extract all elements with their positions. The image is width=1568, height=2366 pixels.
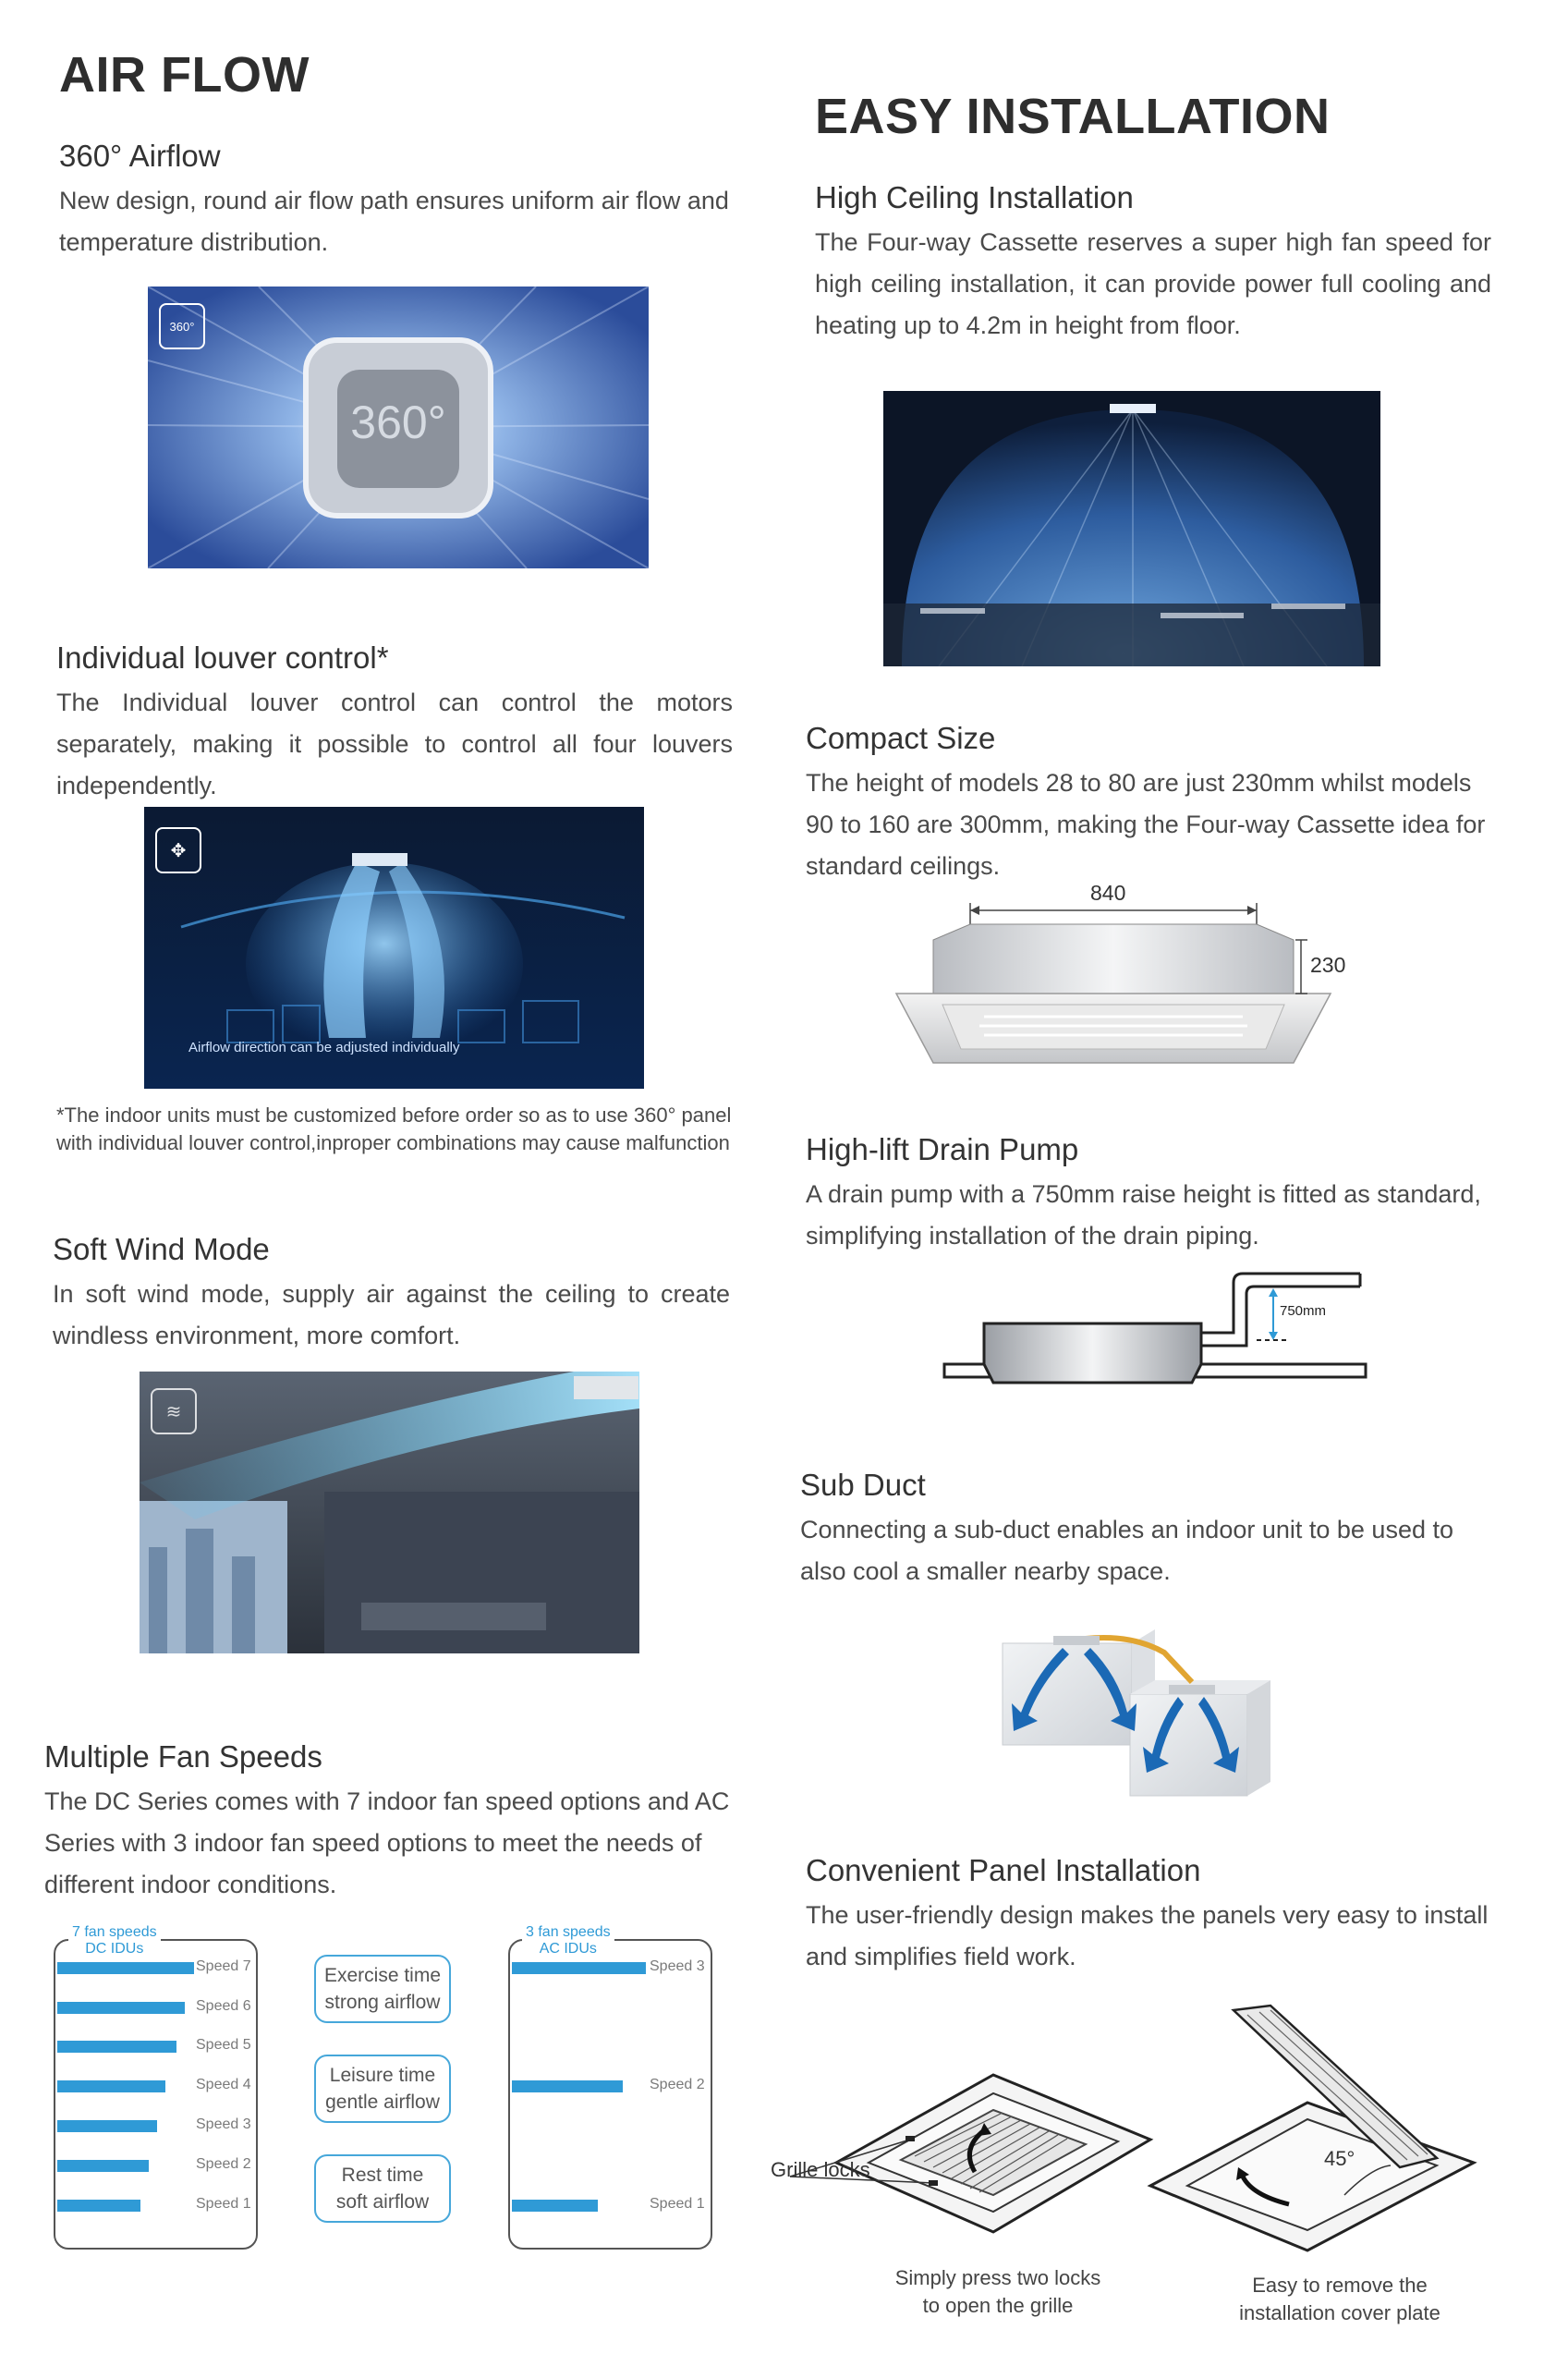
sub-duct-title: Sub Duct bbox=[800, 1468, 926, 1502]
compact-size-title: Compact Size bbox=[806, 721, 996, 755]
fan-mode-pill bbox=[314, 1955, 451, 2023]
louver-direction-icon: ✥ bbox=[155, 827, 201, 873]
louver-control-title: Individual louver control* bbox=[56, 640, 389, 675]
fan-mode-line1: Leisure time bbox=[329, 2065, 436, 2086]
fan-speeds-title: Multiple Fan Speeds bbox=[44, 1739, 322, 1774]
dc-speed-bar bbox=[57, 2160, 149, 2172]
airflow-360-text: New design, round air flow path ensures uniform air flow and temperature distribution. bbox=[59, 187, 729, 256]
360-icon: 360° bbox=[159, 303, 205, 349]
sub-duct-text: Connecting a sub-duct enables an indoor unit to be used to also cool a smaller nearby space. bbox=[800, 1516, 1453, 1585]
soft-wind-title: Soft Wind Mode bbox=[53, 1232, 270, 1266]
panel-installation-title: Convenient Panel Installation bbox=[806, 1853, 1201, 1887]
cover-caption-line1: Easy to remove the bbox=[1252, 2274, 1428, 2297]
ac-group-line2: AC IDUs bbox=[539, 1941, 597, 1957]
louver-image-caption: Airflow direction can be adjusted individually bbox=[188, 1040, 460, 1055]
louver-control-image bbox=[144, 807, 644, 1089]
grille-caption-line1: Simply press two locks bbox=[894, 2266, 1101, 2289]
sub-duct-diagram bbox=[993, 1625, 1289, 1800]
panel-installation-text: The user-friendly design makes the panels very easy to install and simplifies field work. bbox=[806, 1901, 1489, 1970]
compact-size-text: The height of models 28 to 80 are just 230mm whilst models 90 to 160 are 300mm, making the Four-way Cassette idea for standard ceilings. bbox=[806, 769, 1486, 880]
ac-speed-bar bbox=[512, 2080, 623, 2092]
soft-wind-icon: ≋ bbox=[151, 1388, 197, 1434]
ac-speed-bar bbox=[512, 1962, 646, 1974]
dc-speed-bar bbox=[57, 1962, 194, 1974]
ac-speed-label: Speed 2 bbox=[650, 2077, 705, 2092]
louver-footnote: *The indoor units must be customized before order so as to use 360° panel with individual louver control,inproper combinations may cause malfunction bbox=[56, 1104, 732, 1154]
cover-caption-line2: installation cover plate bbox=[1239, 2301, 1440, 2324]
dc-speed-bar bbox=[57, 2080, 165, 2092]
soft-wind-text: In soft wind mode, supply air against the ceiling to create windless environment, more comfort. bbox=[53, 1280, 730, 1349]
dc-speed-label: Speed 1 bbox=[196, 2196, 251, 2212]
dc-speed-bar bbox=[57, 2120, 157, 2132]
high-ceiling-image bbox=[883, 391, 1380, 666]
dc-speed-group-label bbox=[68, 1924, 161, 1957]
grille-caption-line2: to open the grille bbox=[922, 2294, 1074, 2317]
panel-installation-diagram bbox=[772, 2001, 1511, 2297]
dc-speed-label: Speed 7 bbox=[196, 1958, 251, 1974]
easy-installation-heading: EASY INSTALLATION bbox=[815, 89, 1331, 144]
dc-group-line2: DC IDUs bbox=[85, 1941, 144, 1957]
fan-mode-line1: Rest time bbox=[341, 2165, 424, 2186]
fan-mode-pill bbox=[314, 2055, 451, 2123]
dc-speed-bar bbox=[57, 2041, 176, 2053]
high-ceiling-text: The Four-way Cassette reserves a super high fan speed for high ceiling installation, it can provide power full cooling and heating up to 4.2m in height from floor. bbox=[815, 228, 1491, 339]
ac-speed-bar bbox=[512, 2200, 598, 2212]
drain-lift-label: 750mm bbox=[1280, 1303, 1327, 1319]
fan-mode-line2: strong airflow bbox=[324, 1992, 441, 2013]
grille-locks-label: Grille locks bbox=[771, 2158, 870, 2181]
fan-mode-line2: soft airflow bbox=[335, 2191, 430, 2213]
grille-caption bbox=[859, 2264, 1136, 2320]
panel-angle-label: 45° bbox=[1324, 2147, 1355, 2170]
fan-mode-line2: gentle airflow bbox=[325, 2092, 440, 2113]
high-ceiling-title: High Ceiling Installation bbox=[815, 180, 1134, 214]
drain-pump-text: A drain pump with a 750mm raise height is fitted as standard, simplifying installation of the drain piping. bbox=[806, 1180, 1481, 1250]
dc-speed-label: Speed 3 bbox=[196, 2116, 251, 2132]
dc-group-line1: 7 fan speeds bbox=[72, 1924, 157, 1940]
soft-wind-image bbox=[140, 1372, 639, 1653]
dc-speed-bar bbox=[57, 2200, 140, 2212]
louver-control-text: The Individual louver control can control the motors separately, making it possible to control all four louvers independently. bbox=[56, 689, 733, 799]
fan-speeds-text: The DC Series comes with 7 indoor fan speed options and AC Series with 3 indoor fan speed options to meet the needs of different indoor conditions. bbox=[44, 1787, 730, 1898]
dc-speed-bar bbox=[57, 2002, 185, 2014]
airflow-360-image bbox=[148, 287, 649, 568]
ac-speed-label: Speed 1 bbox=[650, 2196, 705, 2212]
drain-pump-title: High-lift Drain Pump bbox=[806, 1132, 1079, 1166]
airflow-360-image-label: 360° bbox=[350, 396, 446, 448]
cover-plate-caption bbox=[1201, 2272, 1478, 2327]
fan-mode-pill bbox=[314, 2154, 451, 2223]
ac-speed-group-label bbox=[522, 1924, 614, 1957]
ac-speed-label: Speed 3 bbox=[650, 1958, 705, 1974]
airflow-360-title: 360° Airflow bbox=[59, 139, 221, 173]
fan-mode-line1: Exercise time bbox=[323, 1965, 442, 1986]
dc-speed-label: Speed 6 bbox=[196, 1998, 251, 2014]
compact-width-label: 840 bbox=[1090, 881, 1126, 905]
ac-group-line1: 3 fan speeds bbox=[526, 1924, 611, 1940]
dc-speed-label: Speed 2 bbox=[196, 2156, 251, 2172]
drain-pump-diagram bbox=[942, 1266, 1367, 1396]
air-flow-heading: AIR FLOW bbox=[59, 47, 310, 103]
dc-speed-label: Speed 5 bbox=[196, 2037, 251, 2053]
dc-speed-label: Speed 4 bbox=[196, 2077, 251, 2092]
compact-size-diagram bbox=[887, 881, 1346, 1072]
compact-height-label: 230 bbox=[1310, 953, 1346, 977]
